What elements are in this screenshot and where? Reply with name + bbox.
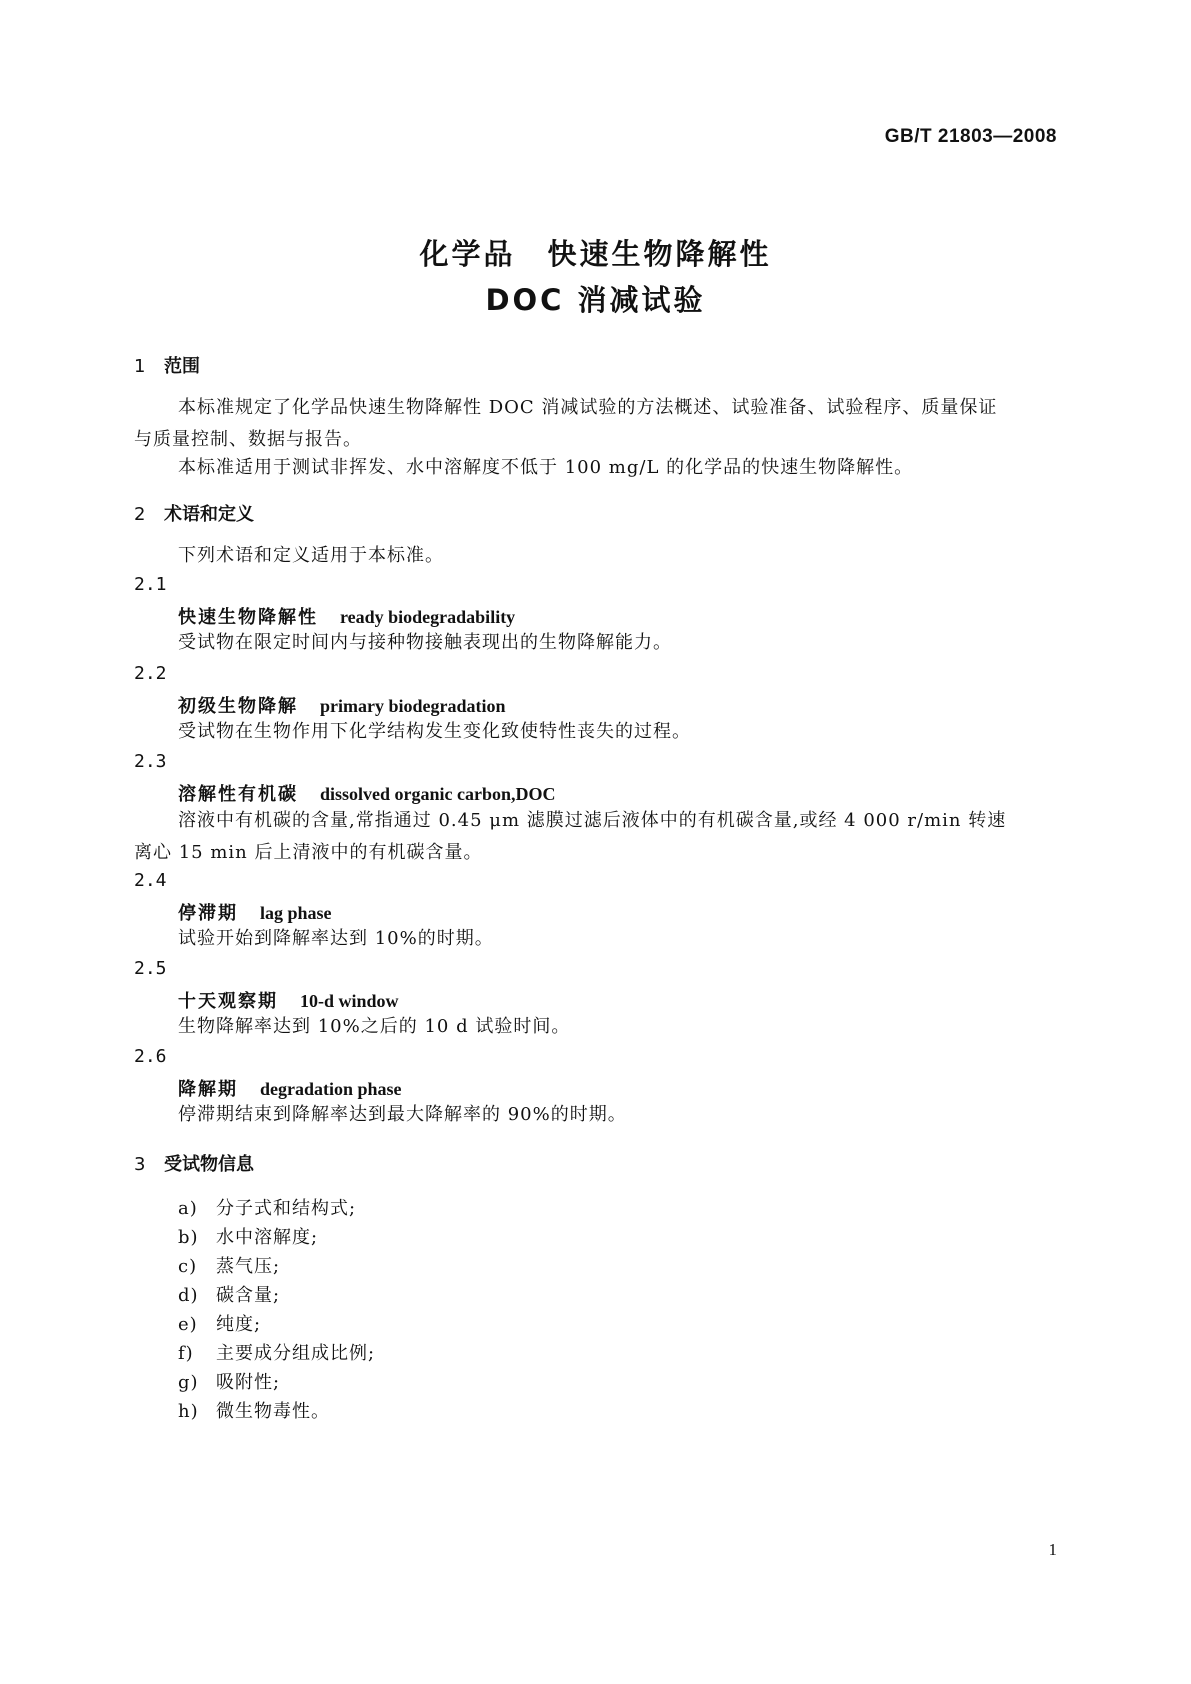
paragraph-line: 本标准规定了化学品快速生物降解性 DOC 消减试验的方法概述、试验准备、试验程序、质量保证 [178, 397, 998, 418]
list-marker: h) [178, 1401, 199, 1422]
list-item [178, 1223, 318, 1249]
term-zh: 停滞期 [178, 903, 238, 924]
term-heading [178, 603, 515, 629]
section-number: 1 [134, 356, 146, 377]
term-en: degradation phase [260, 1079, 402, 1099]
list-marker: a) [178, 1198, 198, 1219]
paragraph-line: 离心 15 min 后上清液中的有机碳含量。 [134, 842, 483, 863]
document-subtitle: DOC 消减试验 [485, 283, 706, 317]
term-zh: 快速生物降解性 [178, 607, 318, 628]
term-heading [178, 692, 506, 718]
list-item [178, 1281, 280, 1307]
list-item [178, 1194, 356, 1220]
term-heading [178, 780, 556, 806]
term-zh: 十天观察期 [178, 991, 278, 1012]
list-text: 纯度; [216, 1314, 262, 1335]
list-item [178, 1368, 280, 1394]
term-definition [134, 805, 1058, 869]
page-number: 1 [1048, 1540, 1057, 1559]
clause-number: 2.2 [134, 663, 167, 684]
term-heading [178, 987, 399, 1013]
list-marker: f) [178, 1343, 194, 1364]
clause-number: 2.1 [134, 574, 167, 595]
section-1-heading [134, 352, 200, 378]
term-zh: 降解期 [178, 1079, 238, 1100]
list-marker: d) [178, 1285, 199, 1306]
list-text: 吸附性; [216, 1372, 281, 1393]
standard-number: GB/T 21803—2008 [884, 126, 1057, 147]
list-item [178, 1252, 280, 1278]
term-en: lag phase [260, 903, 332, 923]
clause-number: 2.4 [134, 870, 167, 891]
term-en: primary biodegradation [320, 696, 506, 716]
section-title: 范围 [164, 356, 200, 377]
term-definition: 受试物在限定时间内与接种物接触表现出的生物降解能力。 [178, 632, 672, 653]
section-title: 术语和定义 [164, 504, 254, 525]
section-number: 2 [134, 504, 146, 525]
term-definition: 停滞期结束到降解率达到最大降解率的 90%的时期。 [178, 1104, 627, 1125]
list-marker: g) [178, 1372, 199, 1393]
term-zh: 初级生物降解 [178, 696, 298, 717]
list-marker: c) [178, 1256, 198, 1277]
list-text: 碳含量; [216, 1285, 281, 1306]
term-definition: 受试物在生物作用下化学结构发生变化致使特性丧失的过程。 [178, 721, 691, 742]
clause-number: 2.6 [134, 1046, 167, 1067]
term-zh: 溶解性有机碳 [178, 784, 298, 805]
term-en: ready biodegradability [340, 607, 516, 627]
section-3-heading [134, 1150, 254, 1176]
list-item [178, 1310, 261, 1336]
term-definition: 生物降解率达到 10%之后的 10 d 试验时间。 [178, 1016, 571, 1037]
paragraph-line: 与质量控制、数据与报告。 [134, 429, 362, 450]
term-en: 10-d window [300, 991, 399, 1011]
list-text: 蒸气压; [216, 1256, 281, 1277]
list-text: 微生物毒性。 [216, 1401, 330, 1422]
list-text: 主要成分组成比例; [216, 1343, 376, 1364]
list-text: 分子式和结构式; [216, 1198, 357, 1219]
section-2-heading [134, 500, 254, 526]
list-text: 水中溶解度; [216, 1227, 319, 1248]
clause-number: 2.5 [134, 958, 167, 979]
section-1-paragraph-1 [134, 392, 1058, 456]
clause-number: 2.3 [134, 751, 167, 772]
term-heading [178, 1075, 402, 1101]
section-1-paragraph-2: 本标准适用于测试非挥发、水中溶解度不低于 100 mg/L 的化学品的快速生物降解性。 [178, 457, 914, 478]
term-heading [178, 899, 332, 925]
term-en: dissolved organic carbon,DOC [320, 784, 556, 804]
section-title: 受试物信息 [164, 1154, 254, 1175]
document-title: 化学品 快速生物降解性 [419, 237, 772, 271]
section-number: 3 [134, 1154, 146, 1175]
list-item [178, 1397, 330, 1423]
term-definition: 试验开始到降解率达到 10%的时期。 [178, 928, 494, 949]
list-item [178, 1339, 375, 1365]
section-2-intro: 下列术语和定义适用于本标准。 [178, 545, 444, 566]
paragraph-line: 溶液中有机碳的含量,常指通过 0.45 μm 滤膜过滤后液体中的有机碳含量,或经 4 000 r/min 转速 [178, 810, 1007, 831]
list-marker: b) [178, 1227, 199, 1248]
list-marker: e) [178, 1314, 198, 1335]
